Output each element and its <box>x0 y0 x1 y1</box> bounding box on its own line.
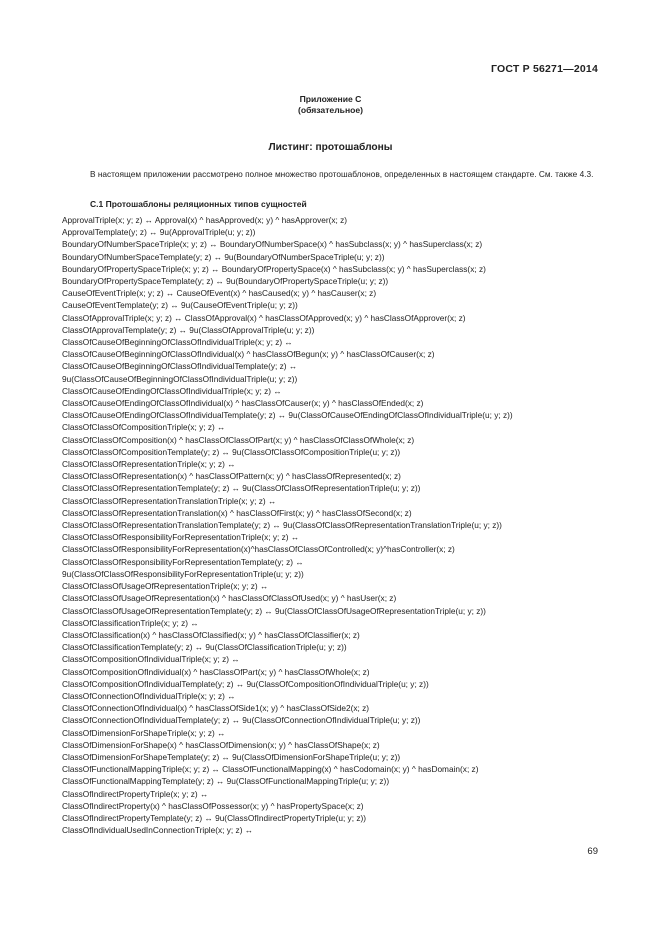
formula-line: ClassOfCauseOfBeginningOfClassOfIndividual(x) ^ hasClassOfBegun(x; y) ^ hasClassOfCauser(x; z) <box>62 349 435 360</box>
formula-line: ClassOfClassOfRepresentation(x) ^ hasClassOfPattern(x; y) ^ hasClassOfRepresented(x; z) <box>62 471 401 482</box>
formula-line: CauseOfEventTemplate(y; z) ↔ 9u(CauseOfEventTriple(u; y; z)) <box>62 300 298 311</box>
formula-line: ClassOfCauseOfEndingOfClassOfIndividualTriple(x; y; z) ↔ <box>62 385 282 396</box>
formula-line: ClassOfClassOfRepresentationTriple(x; y; z) ↔ <box>62 459 236 470</box>
formula-line: ClassOfClassOfCompositionTriple(x; y; z) ↔ <box>62 422 226 433</box>
formula-line: ClassOfClassOfRepresentationTemplate(y; z) ↔ 9u(ClassOfClassOfRepresentationTriple(u; y; z)) <box>62 483 421 494</box>
formula-line: ClassOfClassOfRepresentationTranslationTriple(x; y; z) ↔ <box>62 495 277 506</box>
formula-line: ClassOfConnectionOfIndividual(x) ^ hasClassOfSide1(x; y) ^ hasClassOfSide2(x; z) <box>62 703 370 714</box>
appendix-status: (обязательное) <box>297 105 364 115</box>
formula-line: ClassOfClassOfResponsibilityForRepresentationTemplate(y; z) ↔ <box>62 556 304 567</box>
formula-line: BoundaryOfPropertySpaceTemplate(y; z) ↔ 9u(BoundaryOfPropertySpaceTriple(u; y; z)) <box>62 276 389 287</box>
intro-paragraph: В настоящем приложении рассмотрено полное множество протошаблонов, определенных в настоящем стандарте. См. также 4.3. <box>90 169 594 179</box>
formula-line: ClassOfCompositionOfIndividual(x) ^ hasClassOfPart(x; y) ^ hasClassOfWhole(x; z) <box>62 666 370 677</box>
formula-line: ClassOfCauseOfBeginningOfClassOfIndividualTemplate(y; z) ↔ <box>62 361 298 372</box>
formula-line: ClassOfCauseOfEndingOfClassOfIndividual(x) ^ hasClassOfCauser(x; y) ^ hasClassOfEnded(x; z) <box>62 398 424 409</box>
formula-line: 9u(ClassOfClassOfResponsibilityForRepresentationTriple(u; y; z)) <box>62 568 304 579</box>
formula-line: ClassOfClassOfUsageOfRepresentationTemplate(y; z) ↔ 9u(ClassOfClassOfUsageOfRepresentationTriple(u; y; z)) <box>62 605 486 616</box>
formula-line: 9u(ClassOfCauseOfBeginningOfClassOfIndividualTriple(u; y; z)) <box>62 373 298 384</box>
formula-line: ClassOfClassOfComposition(x) ^ hasClassOfClassOfPart(x; y) ^ hasClassOfClassOfWhole(x; z) <box>62 434 415 445</box>
formula-line: ClassOfIndirectPropertyTriple(x; y; z) ↔ <box>62 788 209 799</box>
formula-line: ClassOfClassificationTriple(x; y; z) ↔ <box>62 617 199 628</box>
formula-line: ApprovalTriple(x; y; z) ↔ Approval(x) ^ hasApproved(x; y) ^ hasApprover(x; z) <box>62 215 348 225</box>
formula-line: ClassOfClassOfRepresentationTranslationTemplate(y; z) ↔ 9u(ClassOfClassOfRepresentationTranslationTriple(u; y; z)) <box>62 520 502 531</box>
formula-listing <box>62 214 607 836</box>
formula-line: ClassOfIndirectPropertyTemplate(y; z) ↔ 9u(ClassOfIndirectPropertyTriple(u; y; z)) <box>62 812 366 823</box>
formula-line: ClassOfIndirectProperty(x) ^ hasClassOfPossessor(x; y) ^ hasPropertySpace(x; z) <box>62 800 364 811</box>
formula-line: ClassOfClassOfResponsibilityForRepresentation(x)^hasClassOfClassOfControlled(x; y)^hasController(x; z) <box>62 544 455 555</box>
formula-line: ClassOfFunctionalMappingTriple(x; y; z) ↔ ClassOfFunctionalMapping(x) ^ hasCodomain(x; y) ^ hasDomain(x; z) <box>62 764 479 775</box>
formula-line: ClassOfApprovalTriple(x; y; z) ↔ ClassOfApproval(x) ^ hasClassOfApproved(x; y) ^ hasClassOfApprover(x; z) <box>62 312 466 323</box>
formula-line: ClassOfCompositionOfIndividualTemplate(y; z) ↔ 9u(ClassOfCompositionOfIndividualTriple(u; y; z)) <box>62 678 429 689</box>
appendix-title: Приложение С <box>299 94 362 104</box>
formula-line: BoundaryOfNumberSpaceTemplate(y; z) ↔ 9u(BoundaryOfNumberSpaceTriple(u; y; z)) <box>62 251 385 262</box>
formula-line: ClassOfIndividualUsedInConnectionTriple(x; y; z) ↔ <box>62 825 254 836</box>
formula-line: ClassOfCompositionOfIndividualTriple(x; y; z) ↔ <box>62 654 240 665</box>
formula-line: ClassOfClassOfUsageOfRepresentation(x) ^ hasClassOfClassOfUsed(x; y) ^ hasUser(x; z) <box>62 593 397 604</box>
formula-line: ClassOfClassification(x) ^ hasClassOfClassified(x; y) ^ hasClassOfClassifier(x; z) <box>62 629 360 640</box>
formula-line: ClassOfCauseOfEndingOfClassOfIndividualTemplate(y; z) ↔ 9u(ClassOfCauseOfEndingOfClassOfIndividualTriple(u; y; z)) <box>62 410 513 421</box>
formula-line: CauseOfEventTriple(x; y; z) ↔ CauseOfEvent(x) ^ hasCaused(x; y) ^ hasCauser(x; z) <box>62 288 377 299</box>
formula-line: ClassOfDimensionForShapeTriple(x; y; z) ↔ <box>62 727 226 738</box>
formula-line: BoundaryOfNumberSpaceTriple(x; y; z) ↔ BoundaryOfNumberSpace(x) ^ hasSubclass(x; y) ^ hasSuperclass(x; z) <box>62 239 483 250</box>
document-code: ГОСТ Р 56271—2014 <box>490 63 598 75</box>
formula-line: ClassOfClassificationTemplate(y; z) ↔ 9u(ClassOfClassificationTriple(u; y; z)) <box>62 642 347 653</box>
formula-line: ClassOfClassOfCompositionTemplate(y; z) ↔ 9u(ClassOfClassOfCompositionTriple(u; y; z)) <box>62 446 401 457</box>
formula-line: ClassOfConnectionOfIndividualTemplate(y; z) ↔ 9u(ClassOfConnectionOfIndividualTriple(u; y; z)) <box>62 715 421 726</box>
formula-line: ClassOfDimensionForShape(x) ^ hasClassOfDimension(x; y) ^ hasClassOfShape(x; z) <box>62 739 380 750</box>
formula-line: ClassOfCauseOfBeginningOfClassOfIndividualTriple(x; y; z) ↔ <box>62 337 293 348</box>
formula-line: ClassOfClassOfRepresentationTranslation(x) ^ hasClassOfFirst(x; y) ^ hasClassOfSecond(x; z) <box>62 507 412 518</box>
formula-line: ClassOfApprovalTemplate(y; z) ↔ 9u(ClassOfApprovalTriple(u; y; z)) <box>62 324 315 335</box>
formula-line: ClassOfConnectionOfIndividualTriple(x; y; z) ↔ <box>62 690 236 701</box>
section-heading: С.1 Протошаблоны реляционных типов сущностей <box>90 199 307 209</box>
listing-title: Листинг: протошаблоны <box>268 142 393 153</box>
page-number: 69 <box>587 846 598 857</box>
formula-line: ClassOfDimensionForShapeTemplate(y; z) ↔ 9u(ClassOfDimensionForShapeTriple(u; y; z)) <box>62 751 401 762</box>
formula-line: BoundaryOfPropertySpaceTriple(x; y; z) ↔ BoundaryOfPropertySpace(x) ^ hasSubclass(x; y) ^ hasSuperclass(x; z) <box>62 263 486 274</box>
appendix-header <box>0 94 661 116</box>
formula-line: ApprovalTemplate(y; z) ↔ 9u(ApprovalTriple(u; y; z)) <box>62 227 256 238</box>
formula-line: ClassOfClassOfResponsibilityForRepresentationTriple(x; y; z) ↔ <box>62 532 300 543</box>
formula-line: ClassOfClassOfUsageOfRepresentationTriple(x; y; z) ↔ <box>62 581 269 592</box>
formula-line: ClassOfFunctionalMappingTemplate(y; z) ↔ 9u(ClassOfFunctionalMappingTriple(u; y; z)) <box>62 776 390 787</box>
